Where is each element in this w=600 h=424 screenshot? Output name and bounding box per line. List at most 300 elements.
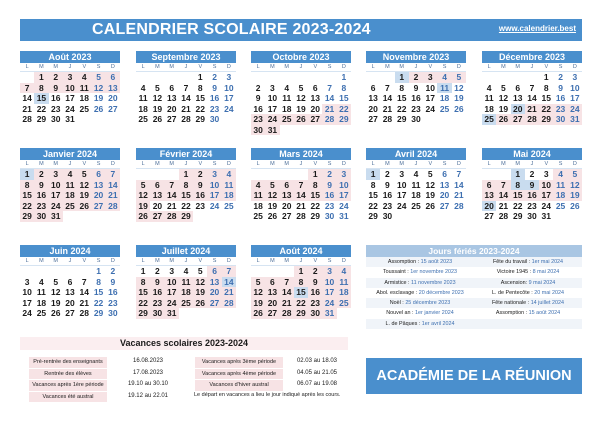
day-cell: 12 bbox=[251, 287, 265, 298]
holiday-entry bbox=[474, 278, 582, 288]
day-cell: 15 bbox=[294, 287, 308, 298]
vacation-date: 04.05 au 21.05 bbox=[296, 369, 338, 376]
day-cell: 19 bbox=[267, 200, 278, 211]
day-cell: 11 bbox=[138, 93, 148, 103]
day-cell: 29 bbox=[36, 114, 47, 124]
month-13 bbox=[251, 245, 351, 319]
day-cell: 4 bbox=[77, 72, 91, 83]
day-cell: 9 bbox=[110, 276, 116, 287]
weekday-label: M bbox=[496, 63, 510, 72]
day-cell: 20 bbox=[207, 287, 221, 298]
day-cell: 8 bbox=[511, 180, 525, 191]
day-cell: 30 bbox=[527, 211, 537, 221]
day-cell: 18 bbox=[281, 103, 292, 114]
day-cell: 31 bbox=[322, 308, 336, 319]
day-cell: 14 bbox=[22, 93, 32, 103]
day-cell: 28 bbox=[79, 308, 90, 318]
day-cell: 1 bbox=[294, 266, 308, 277]
weekday-label: V bbox=[539, 160, 553, 169]
day-cell: 23 bbox=[209, 103, 220, 114]
day-cell: 2 bbox=[529, 169, 535, 179]
weekday-label: J bbox=[179, 160, 193, 169]
day-cell: 10 bbox=[539, 180, 553, 191]
day-cell: 21 bbox=[322, 104, 336, 115]
vacation-note: Le départ en vacances a lieu le jour indiqué après les cours. bbox=[194, 391, 341, 398]
empty-cell bbox=[496, 169, 510, 180]
day-cell: 28 bbox=[322, 114, 336, 125]
weekday-label: J bbox=[179, 257, 193, 266]
day-cell: 9 bbox=[413, 82, 419, 93]
empty-cell bbox=[251, 169, 265, 180]
holiday-date: 1er novembre 2023 bbox=[410, 269, 457, 276]
day-cell: 29 bbox=[179, 211, 193, 222]
day-cell: 14 bbox=[79, 287, 90, 297]
day-cell: 23 bbox=[195, 200, 206, 211]
holiday-date: 1er mai 2024 bbox=[531, 259, 564, 265]
day-cell: 20 bbox=[152, 200, 163, 211]
weekday-label: J bbox=[294, 160, 308, 169]
day-cell: 24 bbox=[22, 308, 32, 318]
day-cell: 20 bbox=[368, 103, 378, 114]
weekday-label: D bbox=[337, 63, 351, 72]
weekday-label: V bbox=[193, 160, 207, 169]
day-cell: 7 bbox=[385, 82, 390, 93]
weekday-label: J bbox=[294, 257, 308, 266]
day-cell: 20 bbox=[482, 201, 496, 212]
day-cell: 22 bbox=[136, 298, 150, 309]
day-cell: 9 bbox=[193, 180, 207, 191]
day-cell: 17 bbox=[165, 287, 179, 298]
weekday-label: M bbox=[165, 257, 179, 266]
weekday-label: L bbox=[482, 160, 496, 169]
holidays-panel bbox=[366, 245, 582, 329]
day-cell: 13 bbox=[512, 93, 523, 103]
day-cell: 16 bbox=[322, 190, 336, 201]
vacation-label: Vacances après 3ème période bbox=[194, 356, 284, 369]
day-cell: 13 bbox=[91, 180, 105, 191]
weekday-label: M bbox=[265, 160, 279, 169]
day-cell: 25 bbox=[280, 114, 294, 125]
holiday-name: Toussaint : bbox=[382, 269, 411, 276]
holiday-name: Ascension: bbox=[500, 279, 529, 286]
weekday-label: V bbox=[308, 257, 322, 266]
month-title: Août 2024 bbox=[251, 245, 351, 257]
day-cell: 1 bbox=[34, 72, 48, 83]
day-cell: 30 bbox=[108, 308, 118, 318]
day-cell: 25 bbox=[138, 114, 148, 124]
empty-cell bbox=[150, 169, 164, 180]
month-title: Juillet 2024 bbox=[136, 245, 236, 257]
weekday-label: M bbox=[165, 63, 179, 72]
empty-cell bbox=[525, 72, 539, 83]
day-cell: 31 bbox=[339, 211, 349, 221]
weekday-label: S bbox=[91, 160, 105, 169]
page-title: CALENDRIER SCOLAIRE 2023-2024 bbox=[92, 21, 371, 38]
day-cell: 31 bbox=[49, 211, 63, 222]
empty-cell bbox=[20, 72, 34, 83]
vacation-row bbox=[194, 379, 350, 390]
month-5 bbox=[482, 51, 582, 125]
weekday-label: V bbox=[308, 160, 322, 169]
month-title: Novembre 2023 bbox=[366, 51, 466, 63]
day-cell: 27 bbox=[368, 114, 378, 124]
day-cell: 25 bbox=[439, 103, 450, 114]
day-cell: 1 bbox=[308, 169, 322, 180]
day-cell: 26 bbox=[496, 114, 510, 125]
day-cell: 28 bbox=[454, 200, 464, 211]
day-cell: 23 bbox=[324, 200, 335, 211]
weekday-label: S bbox=[207, 160, 221, 169]
day-cell: 28 bbox=[106, 201, 120, 212]
day-cell: 5 bbox=[197, 266, 203, 276]
day-cell: 11 bbox=[553, 180, 567, 191]
vacation-date: 19.10 au 30.10 bbox=[127, 381, 169, 387]
empty-cell bbox=[294, 72, 308, 83]
holiday-entry bbox=[474, 288, 582, 298]
day-cell: 3 bbox=[63, 72, 77, 83]
day-cell: 19 bbox=[136, 201, 150, 212]
day-cell: 27 bbox=[308, 114, 322, 125]
day-cell: 5 bbox=[568, 169, 582, 180]
day-cell: 17 bbox=[337, 190, 351, 201]
weekday-label: V bbox=[423, 160, 437, 169]
day-cell: 26 bbox=[454, 103, 464, 114]
day-cell: 4 bbox=[284, 82, 290, 93]
day-cell: 17 bbox=[322, 287, 336, 298]
day-cell: 9 bbox=[34, 180, 48, 191]
day-cell: 3 bbox=[49, 169, 63, 180]
day-cell: 13 bbox=[265, 287, 279, 298]
day-cell: 29 bbox=[512, 211, 523, 221]
day-cell: 15 bbox=[136, 287, 150, 298]
day-cell: 22 bbox=[181, 200, 191, 211]
day-cell: 11 bbox=[337, 277, 351, 288]
day-cell: 25 bbox=[253, 211, 263, 221]
day-cell: 7 bbox=[280, 277, 294, 288]
title-banner bbox=[20, 19, 582, 41]
day-cell: 27 bbox=[65, 308, 75, 318]
day-cell: 16 bbox=[193, 190, 207, 201]
vacation-date: 16.08.2023 bbox=[132, 358, 164, 364]
day-cell: 23 bbox=[108, 297, 118, 308]
day-cell: 1 bbox=[366, 169, 380, 180]
day-cell: 7 bbox=[456, 169, 462, 179]
day-cell: 1 bbox=[543, 72, 549, 82]
day-cell: 11 bbox=[484, 93, 494, 103]
day-cell: 30 bbox=[50, 114, 61, 124]
day-cell: 10 bbox=[165, 277, 179, 288]
day-cell: 18 bbox=[36, 297, 47, 308]
weekday-label: L bbox=[20, 160, 34, 169]
day-cell: 19 bbox=[152, 103, 163, 114]
day-cell: 11 bbox=[77, 83, 91, 94]
weekday-label: S bbox=[322, 257, 336, 266]
weekday-label: M bbox=[49, 257, 63, 266]
day-cell: 15 bbox=[396, 93, 407, 103]
day-cell: 6 bbox=[207, 266, 221, 277]
day-cell: 17 bbox=[425, 93, 436, 103]
holiday-date: 14 juillet 2024 bbox=[530, 300, 564, 307]
month-2 bbox=[136, 51, 236, 125]
day-cell: 24 bbox=[339, 200, 349, 211]
holiday-date: 8 mai 2024 bbox=[532, 269, 560, 276]
day-cell: 7 bbox=[327, 82, 332, 93]
weekday-label: M bbox=[496, 160, 510, 169]
day-cell: 8 bbox=[179, 180, 193, 191]
month-title: Février 2024 bbox=[136, 148, 236, 160]
day-cell: 6 bbox=[370, 82, 376, 93]
day-cell: 6 bbox=[442, 169, 447, 179]
day-cell: 25 bbox=[36, 308, 47, 318]
day-cell: 19 bbox=[454, 93, 464, 103]
vacation-row bbox=[28, 356, 188, 367]
weekday-label: M bbox=[280, 160, 294, 169]
month-9 bbox=[366, 148, 466, 222]
day-cell: 23 bbox=[382, 200, 393, 211]
day-cell: 1 bbox=[140, 266, 146, 276]
day-cell: 15 bbox=[368, 190, 378, 200]
empty-cell bbox=[280, 72, 294, 83]
day-cell: 6 bbox=[280, 180, 294, 191]
holiday-date: 1er avril 2024 bbox=[421, 320, 455, 327]
day-cell: 27 bbox=[91, 201, 105, 212]
day-cell: 12 bbox=[91, 83, 105, 94]
day-cell: 6 bbox=[312, 82, 318, 93]
site-link[interactable]: www.calendrier.best bbox=[498, 24, 576, 33]
day-cell: 23 bbox=[411, 103, 421, 114]
day-cell: 4 bbox=[140, 82, 146, 93]
day-cell: 13 bbox=[106, 83, 120, 94]
day-cell: 15 bbox=[541, 93, 552, 103]
holiday-date: 15 août 2024 bbox=[528, 310, 561, 317]
day-cell: 14 bbox=[106, 180, 120, 191]
month-4 bbox=[366, 51, 466, 125]
day-cell: 2 bbox=[110, 266, 116, 276]
holiday-row bbox=[366, 278, 582, 288]
day-cell: 4 bbox=[486, 82, 492, 93]
month-3 bbox=[251, 51, 351, 135]
day-cell: 14 bbox=[165, 190, 179, 201]
weekday-label: D bbox=[452, 160, 466, 169]
day-cell: 16 bbox=[108, 287, 118, 297]
day-cell: 20 bbox=[65, 297, 75, 308]
day-cell: 27 bbox=[265, 308, 279, 319]
weekday-label: D bbox=[337, 160, 351, 169]
day-cell: 7 bbox=[106, 169, 120, 180]
weekday-label: L bbox=[251, 160, 265, 169]
day-cell: 12 bbox=[568, 180, 582, 191]
holiday-date: 20 mai 2024 bbox=[534, 289, 564, 296]
month-11 bbox=[20, 245, 120, 319]
day-cell: 30 bbox=[308, 308, 322, 319]
month-10 bbox=[482, 148, 582, 222]
day-cell: 22 bbox=[36, 103, 47, 114]
day-cell: 4 bbox=[222, 169, 236, 180]
day-cell: 6 bbox=[67, 276, 73, 287]
holiday-name: Fête du travail : bbox=[492, 259, 532, 265]
day-cell: 30 bbox=[411, 114, 421, 124]
day-cell: 12 bbox=[152, 93, 163, 103]
day-cell: 21 bbox=[280, 298, 294, 309]
day-cell: 13 bbox=[166, 93, 177, 103]
day-cell: 11 bbox=[222, 180, 236, 191]
day-cell: 20 bbox=[310, 103, 321, 114]
day-cell: 30 bbox=[553, 114, 567, 125]
day-cell: 26 bbox=[152, 114, 163, 124]
day-cell: 30 bbox=[382, 211, 393, 221]
day-cell: 6 bbox=[169, 82, 175, 93]
day-cell: 2 bbox=[558, 72, 563, 82]
day-cell: 17 bbox=[539, 190, 553, 201]
empty-cell bbox=[280, 266, 294, 277]
weekday-label: S bbox=[553, 63, 567, 72]
day-cell: 9 bbox=[308, 277, 322, 288]
day-cell: 28 bbox=[181, 114, 191, 124]
empty-cell bbox=[49, 266, 63, 277]
holiday-row bbox=[366, 319, 582, 329]
day-cell: 10 bbox=[337, 180, 351, 191]
empty-cell bbox=[294, 169, 308, 180]
day-cell: 14 bbox=[454, 179, 464, 190]
weekday-label: V bbox=[308, 63, 322, 72]
day-cell: 27 bbox=[511, 114, 525, 125]
empty-cell bbox=[366, 72, 380, 83]
day-cell: 5 bbox=[77, 169, 91, 180]
holiday-entry bbox=[366, 257, 474, 267]
month-title: Septembre 2023 bbox=[136, 51, 236, 63]
month-title: Avril 2024 bbox=[366, 148, 466, 160]
weekday-label: D bbox=[106, 63, 120, 72]
day-cell: 3 bbox=[399, 169, 405, 179]
day-cell: 4 bbox=[251, 180, 265, 191]
day-cell: 27 bbox=[439, 200, 450, 211]
day-cell: 9 bbox=[49, 83, 63, 94]
day-cell: 20 bbox=[91, 190, 105, 201]
vacations-left bbox=[28, 356, 188, 402]
day-cell: 7 bbox=[496, 180, 510, 191]
day-cell: 8 bbox=[96, 276, 101, 287]
day-cell: 28 bbox=[165, 211, 179, 222]
weekday-label: M bbox=[380, 160, 394, 169]
weekday-label: D bbox=[106, 257, 120, 266]
day-cell: 6 bbox=[106, 72, 120, 83]
day-cell: 30 bbox=[150, 308, 164, 319]
holiday-name: L. de Pentecôte : bbox=[492, 289, 535, 296]
day-cell: 24 bbox=[224, 103, 234, 114]
day-cell: 6 bbox=[515, 82, 521, 93]
day-cell: 2 bbox=[49, 72, 63, 83]
weekday-label: S bbox=[207, 257, 221, 266]
weekday-label: M bbox=[265, 257, 279, 266]
day-cell: 15 bbox=[511, 190, 525, 201]
day-cell: 13 bbox=[482, 190, 496, 201]
day-cell: 3 bbox=[169, 266, 175, 276]
day-cell: 19 bbox=[425, 190, 436, 200]
day-cell: 31 bbox=[265, 125, 279, 136]
day-cell: 20 bbox=[166, 103, 177, 114]
day-cell: 15 bbox=[308, 190, 322, 201]
day-cell: 22 bbox=[310, 200, 321, 211]
day-cell: 5 bbox=[251, 277, 265, 288]
empty-cell bbox=[265, 169, 279, 180]
day-cell: 16 bbox=[555, 93, 566, 103]
day-cell: 2 bbox=[308, 266, 322, 277]
day-cell: 5 bbox=[265, 180, 279, 191]
weekday-label: M bbox=[280, 257, 294, 266]
day-cell: 13 bbox=[150, 190, 164, 201]
day-cell: 9 bbox=[525, 180, 539, 191]
day-cell: 9 bbox=[385, 179, 390, 190]
day-cell: 5 bbox=[298, 82, 304, 93]
day-cell: 17 bbox=[396, 190, 407, 200]
day-cell: 3 bbox=[322, 266, 336, 277]
weekday-label: S bbox=[322, 63, 336, 72]
day-cell: 8 bbox=[197, 82, 203, 93]
day-cell: 8 bbox=[34, 83, 48, 94]
day-cell: 29 bbox=[20, 211, 34, 222]
day-cell: 27 bbox=[108, 103, 118, 114]
holiday-row bbox=[366, 257, 582, 267]
holiday-entry bbox=[474, 298, 582, 308]
day-cell: 6 bbox=[150, 180, 164, 191]
empty-cell bbox=[380, 72, 394, 83]
day-cell: 11 bbox=[251, 190, 265, 201]
day-cell: 29 bbox=[136, 308, 150, 319]
day-cell: 21 bbox=[166, 200, 177, 211]
day-cell: 15 bbox=[34, 93, 48, 104]
day-cell: 23 bbox=[251, 114, 265, 125]
academie-badge: ACADÉMIE DE LA RÉUNION bbox=[366, 358, 582, 394]
day-cell: 30 bbox=[251, 125, 265, 136]
day-cell: 3 bbox=[226, 72, 232, 82]
day-cell: 7 bbox=[81, 276, 87, 287]
empty-cell bbox=[165, 72, 179, 83]
day-cell: 30 bbox=[209, 114, 220, 124]
day-cell: 3 bbox=[270, 82, 275, 93]
day-cell: 4 bbox=[437, 72, 451, 83]
day-cell: 17 bbox=[65, 93, 75, 103]
weekday-label: D bbox=[337, 257, 351, 266]
day-cell: 2 bbox=[322, 169, 336, 180]
day-cell: 11 bbox=[282, 93, 292, 103]
day-cell: 10 bbox=[425, 82, 436, 93]
day-cell: 29 bbox=[294, 308, 308, 319]
holiday-name: L. de Pâques : bbox=[385, 320, 422, 327]
day-cell: 24 bbox=[322, 298, 336, 309]
weekday-label: L bbox=[136, 63, 150, 72]
day-cell: 1 bbox=[395, 72, 409, 83]
day-cell: 2 bbox=[212, 72, 217, 82]
day-cell: 11 bbox=[179, 277, 193, 288]
holiday-entry bbox=[366, 298, 474, 308]
day-cell: 25 bbox=[482, 114, 496, 125]
empty-cell bbox=[496, 72, 510, 83]
day-cell: 15 bbox=[20, 190, 34, 201]
day-cell: 26 bbox=[136, 211, 150, 222]
day-cell: 16 bbox=[253, 103, 263, 114]
day-cell: 12 bbox=[498, 93, 509, 103]
day-cell: 11 bbox=[63, 180, 77, 191]
month-title: Décembre 2023 bbox=[482, 51, 582, 63]
day-cell: 2 bbox=[193, 169, 207, 180]
day-cell: 16 bbox=[34, 190, 48, 201]
empty-cell bbox=[150, 72, 164, 83]
holiday-row bbox=[366, 308, 582, 318]
weekday-label: L bbox=[20, 257, 34, 266]
day-cell: 21 bbox=[106, 190, 120, 201]
day-cell: 10 bbox=[63, 83, 77, 94]
day-cell: 1 bbox=[511, 169, 525, 180]
